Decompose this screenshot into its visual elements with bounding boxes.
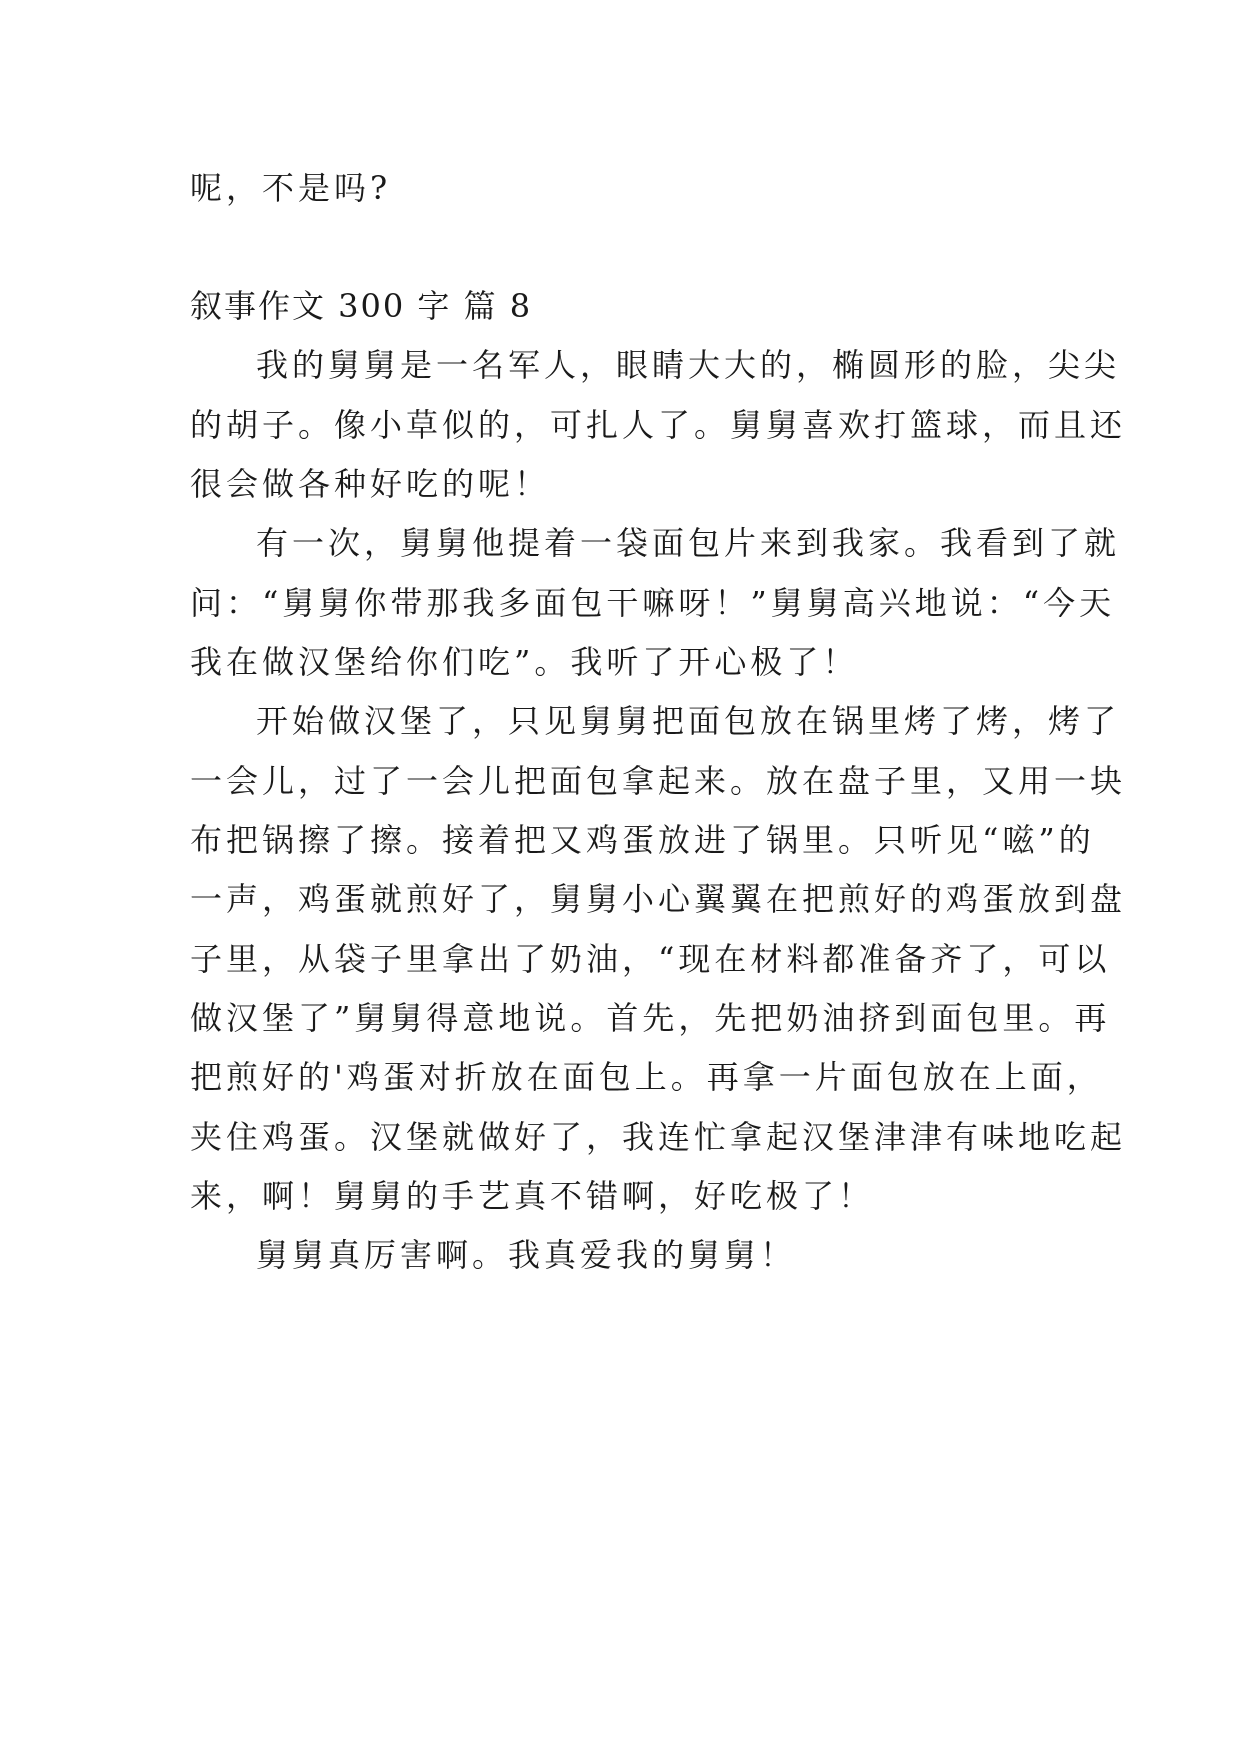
lead-line: 呢，不是吗? [190,169,392,207]
paragraph-1-line-3: 很会做各种好吃的呢！ [190,465,551,503]
paragraph-3-line-3: 布把锅擦了擦。接着把又鸡蛋放进了锅里。只听见“嗞”的 [190,821,1095,859]
paragraph-3-line-4: 一声，鸡蛋就煎好了，舅舅小心翼翼在把煎好的鸡蛋放到盘 [190,880,1127,918]
paragraph-2-line-2: 问：“舅舅你带那我多面包干嘛呀！”舅舅高兴地说：“今天 [190,584,1116,622]
paragraph-1-line-2: 的胡子。像小草似的，可扎人了。舅舅喜欢打篮球，而且还 [190,406,1127,444]
paragraph-2-line-3: 我在做汉堡给你们吃”。我听了开心极了！ [190,643,859,681]
paragraph-3-line-2: 一会儿，过了一会儿把面包拿起来。放在盘子里，又用一块 [190,762,1127,800]
paragraph-3-line-6: 做汉堡了”舅舅得意地说。首先，先把奶油挤到面包里。再 [190,999,1111,1037]
paragraph-3-line-8: 夹住鸡蛋。汉堡就做好了，我连忙拿起汉堡津津有味地吃起 [190,1118,1127,1156]
paragraph-3-line-5: 子里，从袋子里拿出了奶油，“现在材料都准备齐了，可以 [190,940,1111,978]
paragraph-2-line-1: 有一次，舅舅他提着一袋面包片来到我家。我看到了就 [256,524,1121,562]
section-heading: 叙事作文 300 字 篇 8 [190,287,533,325]
paragraph-3-line-7: 把煎好的'鸡蛋对折放在面包上。再拿一片面包放在上面， [190,1058,1103,1096]
paragraph-1-line-1: 我的舅舅是一名军人，眼睛大大的，椭圆形的脸，尖尖 [256,346,1121,384]
paragraph-3-line-1: 开始做汉堡了，只见舅舅把面包放在锅里烤了烤，烤了 [256,702,1121,740]
paragraph-4-line-1: 舅舅真厉害啊。我真爱我的舅舅！ [256,1236,797,1274]
paragraph-3-line-9: 来，啊！舅舅的手艺真不错啊，好吃极了！ [190,1177,875,1215]
